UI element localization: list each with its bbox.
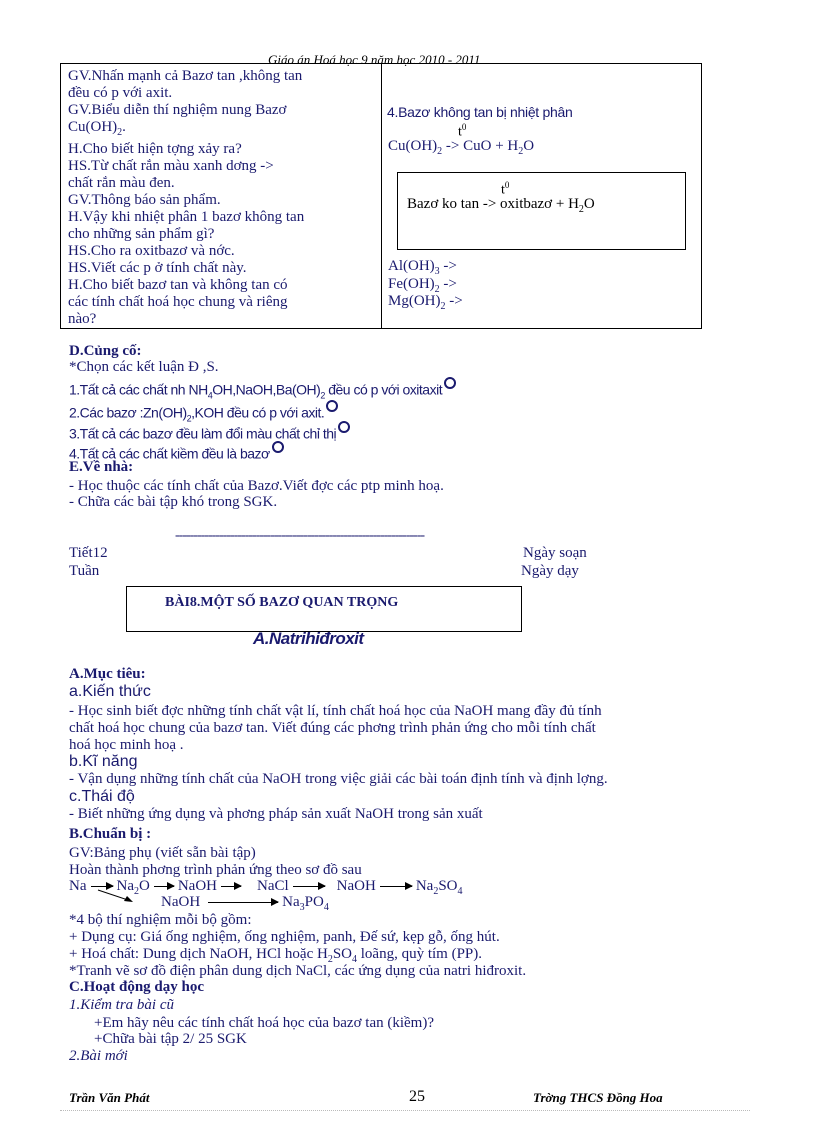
tuan-label: Tuần [69, 563, 100, 579]
circle-marker-icon [444, 377, 456, 389]
circle-marker-icon [338, 421, 350, 433]
section-chuanbi-title: B.Chuẩn bị : [69, 826, 152, 842]
venha-line: - Học thuộc các tính chất của Bazơ.Viết đợc các ptp minh hoạ. [69, 478, 444, 494]
left-line: các tính chất hoá học chung và riêng [68, 294, 288, 310]
hoatdong-sub: 2.Bài mới [69, 1048, 128, 1064]
circle-marker-icon [326, 400, 338, 412]
reaction-scheme-line2: NaOH $Na_3PO_4$ [161, 894, 329, 913]
muctieu-text: - Biết những ứng dụng và phơng pháp sản xuất NaOH trong sản xuất [69, 806, 483, 822]
arrow-right-icon [208, 902, 278, 903]
chuanbi-line: + Dụng cụ: Giá ống nghiệm, ống nghiệm, panh, Đế sứ, kẹp gỗ, ống hút. [69, 929, 500, 945]
left-line: H.Cho biết hiện tợng xảy ra? [68, 141, 242, 157]
section-venha-title: E.Về nhà: [69, 459, 134, 475]
left-line: H.Vậy khi nhiệt phân 1 bazơ không tan [68, 209, 305, 225]
cungco-intro: *Chọn các kết luận Đ ,S. [69, 359, 219, 375]
hoatdong-question: +Chữa bài tập 2/ 25 SGK [94, 1031, 247, 1047]
right-title: 4.Bazơ không tan bị nhiệt phân [387, 104, 573, 120]
muctieu-text: - Vận dụng những tính chất của NaOH trong việc giải các bài toán định tính và định lợng. [69, 771, 608, 787]
arrow-right-icon [96, 888, 136, 904]
equation-cuoh2: $Cu(OH)_2$ -> CuO + $H_2O$ [388, 138, 535, 157]
arrow-right-icon [293, 886, 325, 887]
cungco-q4: 4.Tất cả các chất kiềm đều là bazơ [69, 441, 284, 462]
chuanbi-line: *Tranh vẽ sơ đồ điện phân dung dịch NaCl, các ứng dụng của natri hiđroxit. [69, 963, 527, 979]
left-line: đều có p với axit. [68, 85, 173, 101]
left-line: HS.Cho ra oxitbazơ và nớc. [68, 243, 235, 259]
footer-author: Trần Văn Phát [69, 1090, 150, 1105]
chuanbi-line: GV:Bảng phụ (viết sẵn bài tập) [69, 845, 256, 861]
section-muctieu-title: A.Mục tiêu: [69, 666, 146, 682]
section-cungco-title: D.Củng cố: [69, 343, 142, 359]
muctieu-text: chất hoá học chung của bazơ tan. Viết đúng các phơng trình phản ứng cho mỗi tính chất [69, 720, 596, 736]
divider-line: -------------------------------------------------------------------- [175, 528, 425, 543]
chuanbi-line: *4 bộ thí nghiệm mỗi bộ gồm: [69, 912, 252, 928]
example-aloh3: $Al(OH)_3$ -> [388, 258, 457, 277]
arrow-right-icon [380, 886, 412, 887]
box-heat-label: $t^0$ [501, 180, 510, 198]
left-line: GV.Thông báo sản phẩm. [68, 192, 221, 208]
left-line: nào? [68, 311, 97, 327]
muctieu-text: - Học sinh biết đợc những tính chất vật lí, tính chất hoá học của NaOH mang đầy đủ tính [69, 703, 602, 719]
cungco-q3: 3.Tất cả các bazơ đều làm đổi màu chất chỉ thị [69, 421, 350, 442]
left-line: HS.Viết các p ở tính chất này. [68, 260, 247, 276]
left-line: H.Cho biết bazơ tan và không tan có [68, 277, 288, 293]
ngay-soan-label: Ngày soạn [523, 545, 587, 561]
left-line: chất rắn màu đen. [68, 175, 175, 191]
example-feoh2: $Fe(OH)_2$ -> [388, 276, 457, 295]
teacher-column [61, 64, 382, 329]
left-line: cho những sản phẩm gì? [68, 226, 215, 242]
arrow-right-icon [91, 886, 113, 887]
venha-line: - Chữa các bài tập khó trong SGK. [69, 494, 278, 510]
hoatdong-question: +Em hãy nêu các tính chất hoá học của bazơ tan (kiềm)? [94, 1015, 434, 1031]
cungco-q2: 2.Các bazơ $:Zn(OH)_2,KOH$ đều có p với axit. [69, 400, 338, 426]
reaction-scheme: Na $Na_2O$ NaOH NaCl NaOH $Na_2SO_4$ [69, 878, 463, 897]
muctieu-text: hoá học minh hoạ . [69, 737, 184, 753]
box-equation: Bazơ ko tan -> oxitbazơ + $H_2O$ [407, 196, 595, 215]
circle-marker-icon [272, 441, 284, 453]
heat-label: $t^0$ [458, 122, 467, 140]
section-hoatdong-title: C.Hoạt động dạy học [69, 979, 205, 995]
left-line: $Cu(OH)_2$. [68, 119, 126, 138]
page-header: Giáo án Hoá học 9 năm học 2010 - 2011 [268, 52, 481, 67]
cungco-q1: 1.Tất cả các chất nh $NH_4OH,NaOH,Ba(OH)_2$ đều có p với oxitaxit [69, 377, 456, 403]
hoatdong-sub: 1.Kiểm tra bài cũ [69, 997, 174, 1013]
arrow-right-icon [154, 886, 174, 887]
footer-school: Trờng THCS Đồng Hoa [533, 1090, 663, 1105]
chuanbi-line: + Hoá chất: Dung dịch NaOH, HCl hoặc $H_2SO_4$ loãng, quỳ tím (PP). [69, 946, 483, 965]
muctieu-b-heading: b.Kĩ năng [69, 753, 138, 770]
muctieu-a-heading: a.Kiến thức [69, 683, 151, 700]
ngay-day-label: Ngày dạy [521, 563, 579, 579]
left-line: GV.Nhấn mạnh cả Bazơ tan ,không tan [68, 68, 303, 84]
muctieu-c-heading: c.Thái độ [69, 788, 135, 805]
tiet-label: Tiết12 [69, 545, 108, 561]
lesson-subtitle: A.Natrihiđroxit [253, 629, 364, 648]
page-number: 25 [409, 1088, 425, 1105]
arrow-right-icon [221, 886, 241, 887]
example-mgoh2: $Mg(OH)_2$ -> [388, 293, 463, 312]
lesson-title: BÀI8.MỘT SỐ BAZƠ QUAN TRỌNG [165, 595, 399, 610]
left-line: GV.Biểu diễn thí nghiệm nung Bazơ [68, 102, 287, 118]
footer-rule [60, 1110, 750, 1111]
left-line: HS.Từ chất rắn màu xanh dơng -> [68, 158, 274, 174]
chuanbi-line: Hoàn thành phơng trình phản ứng theo sơ đồ sau [69, 862, 362, 878]
